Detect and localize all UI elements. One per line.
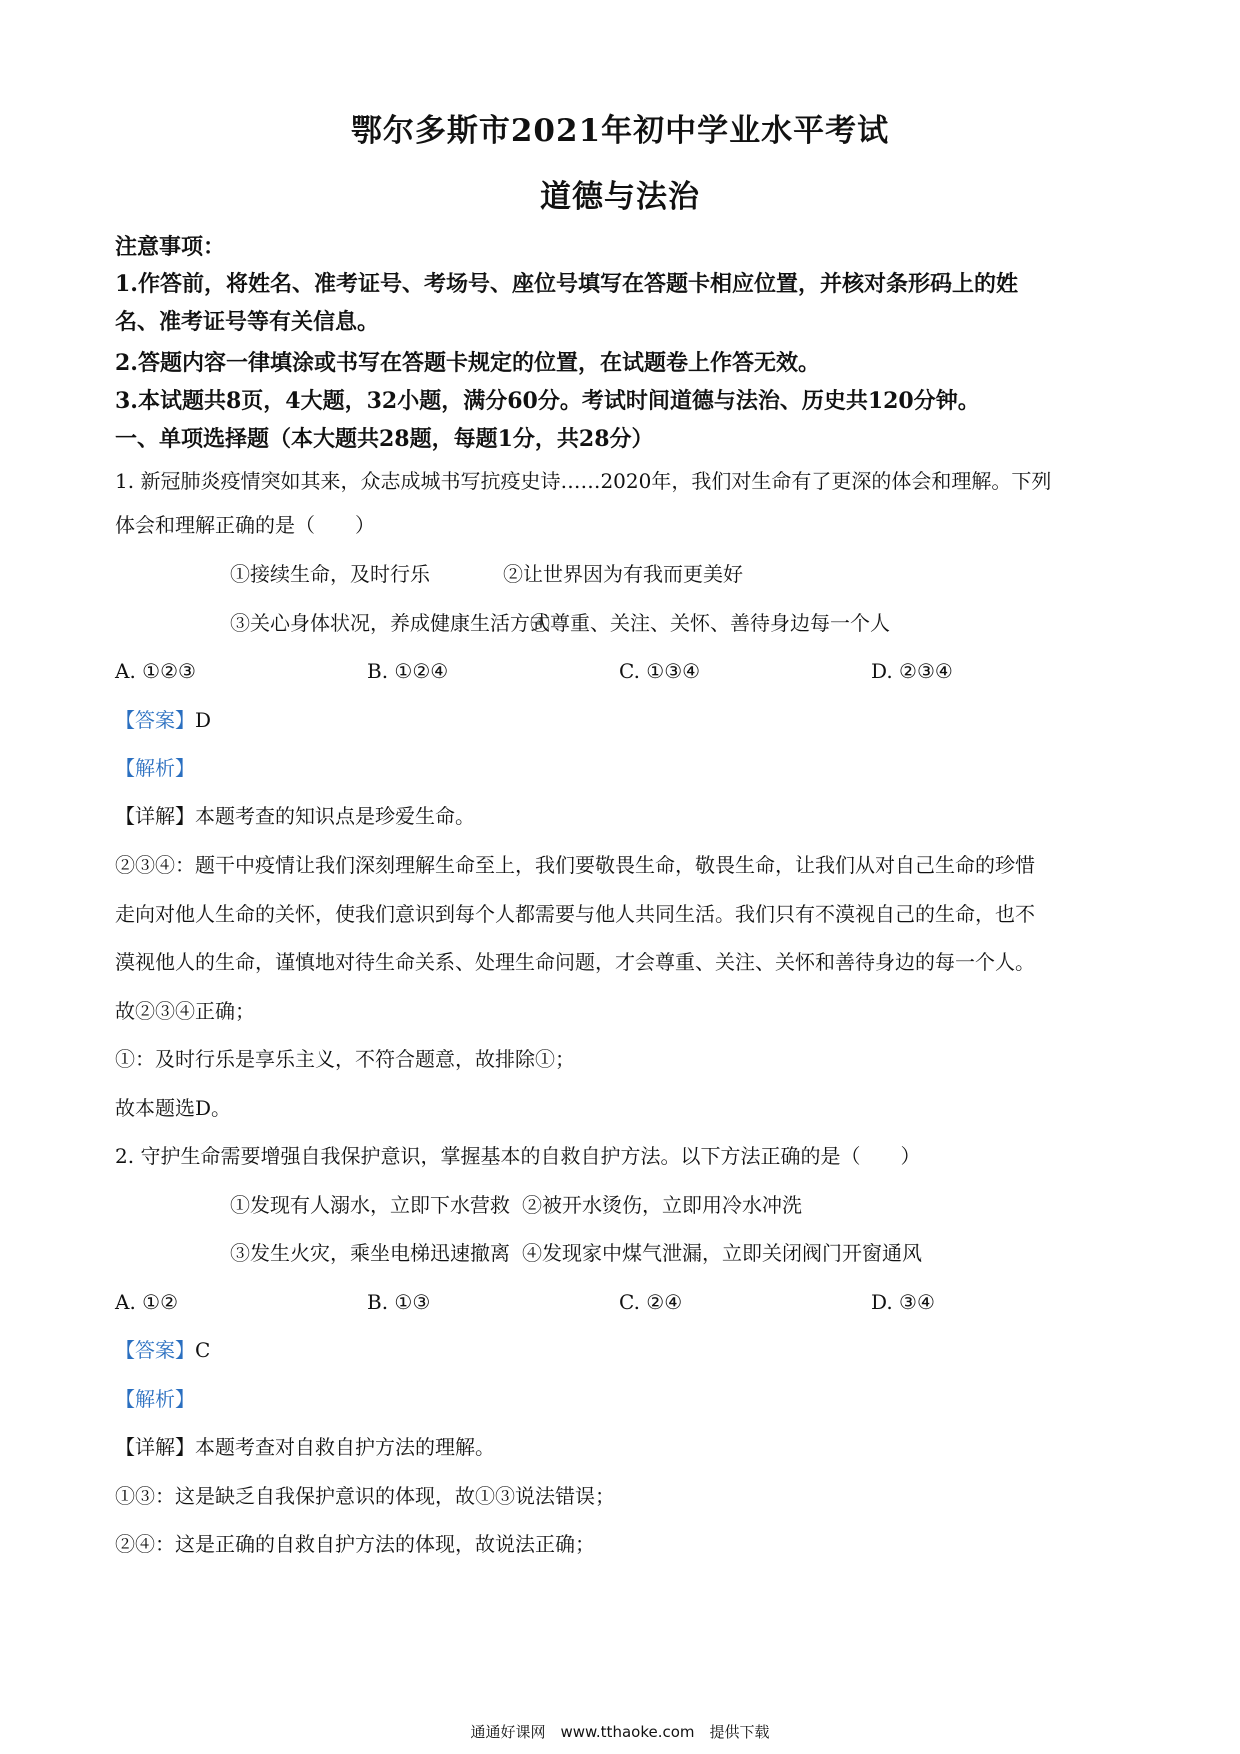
notice-item-1-line-2: 名、准考证号等有关信息。 xyxy=(115,309,380,335)
q1-item-4: ④尊重、关注、关怀、善待身边每一个人 xyxy=(530,611,890,635)
notice-item-1-line-1: 1.作答前，将姓名、准考证号、考场号、座位号填写在答题卡相应位置，并核对条形码上的姓 xyxy=(115,271,1018,297)
exam-title: 鄂尔多斯市2021年初中学业水平考试 xyxy=(350,113,890,149)
q2-item-2: ②被开水烫伤，立即用冷水冲洗 xyxy=(522,1193,802,1217)
q1-stem-line-1: 1. 新冠肺炎疫情突如其来，众志成城书写抗疫史诗……2020年，我们对生命有了更深的体会和理解。下列 xyxy=(115,469,1052,493)
q1-analysis-label: 【解析】 xyxy=(115,756,195,780)
q1-detail xyxy=(115,802,1135,830)
q1-explanation-line-6: 故本题选D。 xyxy=(115,1096,232,1120)
q1-answer-value: D xyxy=(195,708,212,732)
q1-detail-label: 【详解】 xyxy=(115,804,195,828)
q1-explanation-line-1: ②③④：题干中疫情让我们深刻理解生命至上，我们要敬畏生命，敬畏生命，让我们从对自己生命的珍惜 xyxy=(115,853,1035,877)
q2-item-1: ①发现有人溺水，立即下水营救 xyxy=(230,1193,510,1217)
q1-explanation-line-4: 故②③④正确； xyxy=(115,999,255,1023)
q1-item-3: ③关心身体状况，养成健康生活方式 xyxy=(230,611,550,635)
page-footer: 通通好课网 www.tthaoke.com 提供下载 xyxy=(470,1723,770,1741)
section-heading: 一、单项选择题（本大题共28题，每题1分，共28分） xyxy=(115,426,654,452)
q1-option-c: C. ①③④ xyxy=(619,659,701,683)
q1-analysis xyxy=(115,754,1135,782)
q2-option-b: B. ①③ xyxy=(367,1290,431,1314)
notice-heading: 注意事项： xyxy=(115,234,226,260)
q2-stem: 2. 守护生命需要增强自我保护意识，掌握基本的自救自护方法。以下方法正确的是（ ） xyxy=(115,1144,921,1168)
q2-answer-label: 【答案】 xyxy=(115,1338,195,1362)
q2-explanation-line-1: ①③：这是缺乏自我保护意识的体现，故①③说法错误； xyxy=(115,1484,615,1508)
q2-analysis-label: 【解析】 xyxy=(115,1387,195,1411)
notice-item-3: 3.本试题共8页，4大题，32小题，满分60分。考试时间道德与法治、历史共120分钟。 xyxy=(115,388,980,414)
q1-item-1: ①接续生命，及时行乐 xyxy=(230,562,430,586)
q1-option-d: D. ②③④ xyxy=(871,659,953,683)
q1-explanation-line-5: ①：及时行乐是享乐主义，不符合题意，故排除①； xyxy=(115,1047,575,1071)
q1-answer-label: 【答案】 xyxy=(115,708,195,732)
q2-option-d: D. ③④ xyxy=(871,1290,935,1314)
q2-detail-label: 【详解】 xyxy=(115,1435,195,1459)
q1-item-2: ②让世界因为有我而更美好 xyxy=(503,562,743,586)
q2-analysis xyxy=(115,1385,1135,1413)
q2-item-4: ④发现家中煤气泄漏，立即关闭阀门开窗通风 xyxy=(522,1241,922,1265)
q2-answer-value: C xyxy=(195,1338,211,1362)
q1-answer xyxy=(115,706,1135,734)
q1-explanation-line-2: 走向对他人生命的关怀，使我们意识到每个人都需要与他人共同生活。我们只有不漠视自己的生命，也不 xyxy=(115,902,1035,926)
q2-option-c: C. ②④ xyxy=(619,1290,683,1314)
notice-item-2: 2.答题内容一律填涂或书写在答题卡规定的位置，在试题卷上作答无效。 xyxy=(115,350,820,376)
q1-option-a: A. ①②③ xyxy=(115,659,196,683)
exam-subject: 道德与法治 xyxy=(540,179,700,215)
q2-answer xyxy=(115,1336,1135,1364)
q2-detail-text: 本题考查对自救自护方法的理解。 xyxy=(195,1435,495,1459)
notice-item-1 xyxy=(115,265,1135,341)
q1-option-b: B. ①②④ xyxy=(367,659,449,683)
q1-stem-line-2: 体会和理解正确的是（ ） xyxy=(115,513,375,537)
q1-detail-text: 本题考查的知识点是珍爱生命。 xyxy=(195,804,475,828)
q2-item-3: ③发生火灾，乘坐电梯迅速撤离 xyxy=(230,1241,510,1265)
q2-explanation-line-2: ②④：这是正确的自救自护方法的体现，故说法正确； xyxy=(115,1532,595,1556)
q1-explanation-line-3: 漠视他人的生命，谨慎地对待生命关系、处理生命问题，才会尊重、关注、关怀和善待身边的每一个人。 xyxy=(115,950,1035,974)
q2-detail xyxy=(115,1433,1135,1461)
q2-option-a: A. ①② xyxy=(115,1290,179,1314)
